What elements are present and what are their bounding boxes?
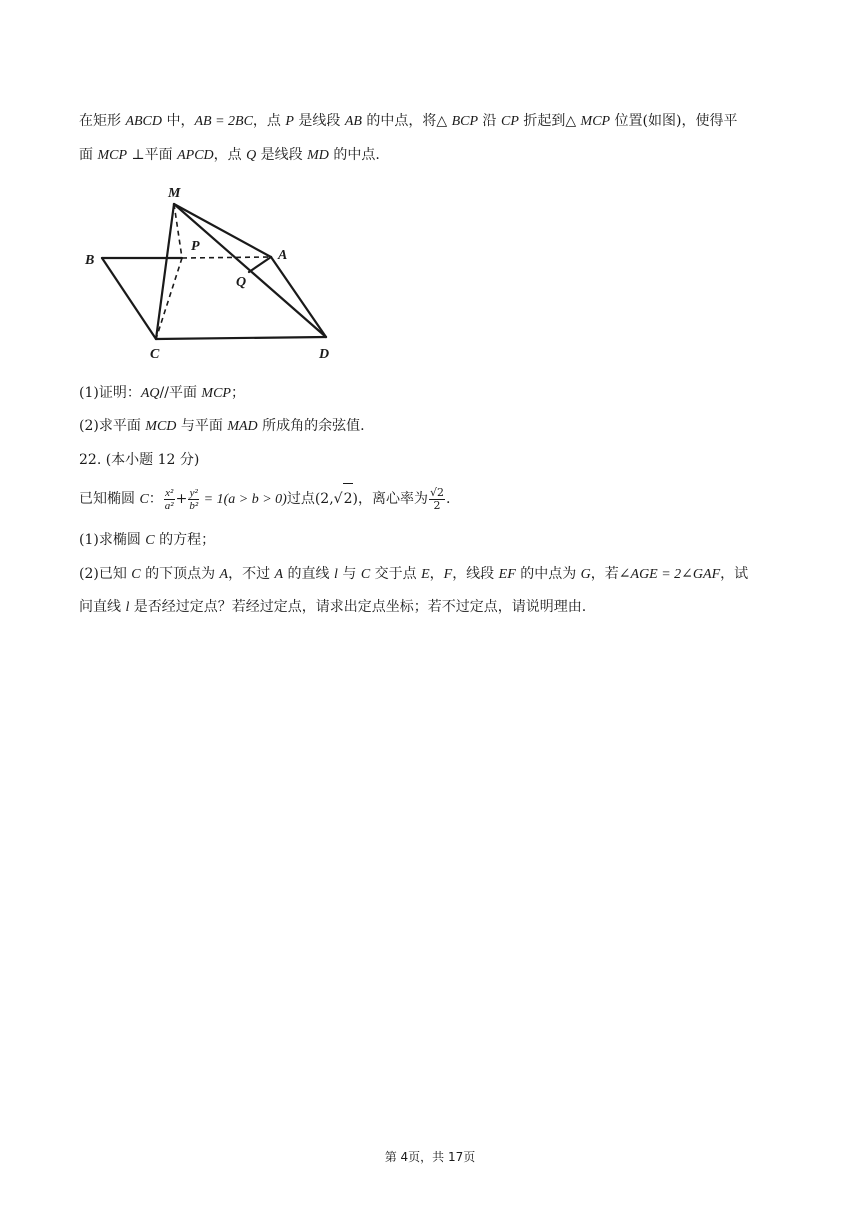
text: 的中点为 — [515, 566, 581, 582]
fraction-numerator: y² — [189, 486, 198, 499]
text: 问直线 — [79, 599, 126, 615]
text: 折起到△ — [518, 113, 581, 129]
math: MCP — [201, 386, 231, 401]
text: //平面 — [159, 385, 202, 401]
text: ，试 — [720, 566, 749, 582]
text: ⊥平面 — [127, 147, 178, 163]
problem22-part2-line2 — [79, 597, 586, 618]
fraction-numerator: x² — [165, 486, 174, 499]
math: ∠AGE = 2∠GAF — [618, 567, 721, 582]
sqrt-symbol: √ — [333, 491, 343, 507]
math: AQ — [140, 386, 160, 401]
text: (1)求椭圆 — [79, 532, 146, 548]
text: (2)求平面 — [79, 418, 146, 434]
geometry-figure-svg — [78, 180, 348, 370]
math: MAD — [227, 419, 258, 434]
edge-MP-hidden — [174, 204, 182, 258]
fraction-denominator: 2 — [433, 498, 441, 512]
problem22-part1 — [79, 530, 215, 551]
math: APCD — [177, 148, 214, 163]
text: ， — [429, 566, 444, 582]
math: C — [145, 533, 155, 548]
equation: = 1(a > b > 0) — [200, 492, 287, 507]
math: l — [334, 567, 338, 582]
text: (1)证明： — [79, 385, 141, 401]
problem21-intro-line1 — [79, 111, 737, 132]
edge-MC — [156, 204, 174, 339]
math: AB — [344, 114, 362, 129]
math: MCD — [145, 419, 177, 434]
fraction-x2-a2 — [164, 487, 175, 512]
text: 交于点 — [370, 566, 422, 582]
text: ： — [148, 491, 163, 507]
text: 过点(2, — [286, 491, 334, 507]
edge-PC-hidden — [156, 258, 182, 339]
label-D: D — [319, 347, 330, 362]
text: 是否经过定点？若经过定点，请求出定点坐标；若不过定点，请说明理由. — [129, 599, 587, 615]
problem22-part2-line1 — [79, 564, 748, 585]
problem22-heading: 22. (本小题 12 分) — [79, 452, 200, 468]
text: 的直线 — [283, 566, 335, 582]
text: 中， — [162, 113, 195, 129]
text: 的下顶点为 — [140, 566, 220, 582]
math: MD — [307, 148, 329, 163]
text: 的中点，将△ — [361, 113, 452, 129]
math: CP — [500, 114, 519, 129]
sqrt-radicand: 2 — [343, 483, 353, 514]
math: l — [125, 600, 130, 615]
fraction-denominator: b² — [189, 499, 199, 512]
text: 位置(如图)，使得平 — [610, 113, 738, 129]
text: . — [445, 491, 451, 507]
page-footer: 第 4页，共 17页 — [384, 1150, 476, 1164]
math: G — [580, 567, 591, 582]
text: ，点 — [252, 113, 286, 129]
math: ABCD — [125, 114, 163, 129]
math: MCP — [580, 114, 611, 129]
label-C: C — [150, 347, 160, 362]
fraction-numerator: √2 — [429, 485, 444, 499]
text: 已知椭圆 — [79, 491, 140, 507]
label-A: A — [278, 248, 288, 263]
text: 与平面 — [176, 418, 228, 434]
math: AB = 2BC — [194, 114, 253, 129]
math: E — [421, 567, 430, 582]
text: ，点 — [213, 147, 247, 163]
text: (2)已知 — [79, 566, 132, 582]
geometry-figure — [78, 180, 348, 374]
text: ； — [230, 385, 245, 401]
problem21-part1 — [79, 383, 245, 404]
math: F — [443, 567, 453, 582]
label-B: B — [85, 253, 95, 268]
text: 与 — [337, 566, 361, 582]
math: Q — [246, 148, 257, 163]
math: MCP — [97, 148, 128, 163]
math: A — [274, 567, 284, 582]
fraction-y2-b2 — [188, 487, 199, 512]
text: 的中点. — [328, 147, 380, 163]
text: ，不过 — [228, 566, 275, 582]
text: 所成角的余弦值. — [257, 418, 365, 434]
text: 的方程； — [154, 532, 216, 548]
edge-PA-hidden — [182, 257, 271, 258]
edge-MA — [174, 204, 271, 257]
edge-CD — [156, 337, 326, 339]
text: 是线段 — [293, 113, 345, 129]
text: ，若 — [590, 566, 619, 582]
math: BCP — [451, 114, 479, 129]
text: 面 — [79, 147, 98, 163]
problem21-part2 — [79, 416, 365, 437]
edge-BC — [102, 258, 156, 339]
text: 是线段 — [256, 147, 308, 163]
text: )，离心率为 — [352, 491, 428, 507]
math: EF — [498, 567, 516, 582]
math: A — [219, 567, 229, 582]
label-Q: Q — [236, 275, 247, 290]
math: C — [139, 492, 149, 507]
math: C — [131, 567, 141, 582]
fraction-denominator: a² — [164, 499, 174, 512]
problem22-given — [79, 483, 450, 515]
edge-AQ — [249, 257, 271, 272]
fraction-eccentricity — [429, 487, 445, 512]
plus-sign: + — [175, 491, 188, 507]
text: ，线段 — [452, 566, 499, 582]
text: 沿 — [478, 113, 501, 129]
problem21-intro-line2 — [79, 145, 380, 166]
label-P: P — [191, 239, 200, 254]
text: 在矩形 — [79, 113, 126, 129]
label-M: M — [168, 186, 181, 201]
math: C — [360, 567, 371, 582]
math: P — [285, 114, 294, 129]
